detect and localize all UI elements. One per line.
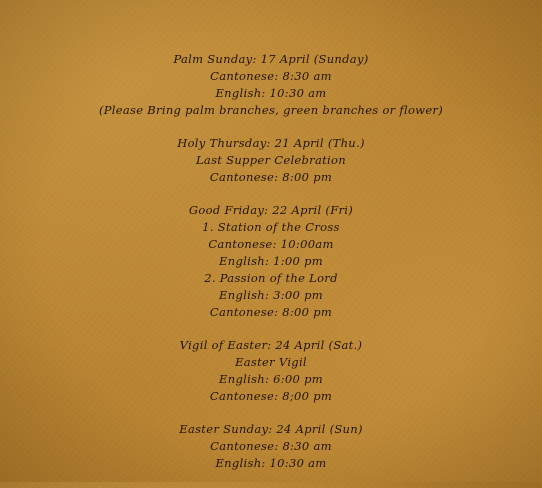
- easter-sunday-section: [0, 421, 542, 472]
- palm-sunday-heading: Palm Sunday: 17 April (Sunday): [173, 52, 369, 66]
- good-friday-station-english-time: English: 1:00 pm: [219, 254, 323, 268]
- easter-vigil-cantonese-time: Cantonese: 8;00 pm: [209, 389, 333, 403]
- easter-vigil-english-time: English: 6:00 pm: [219, 372, 323, 386]
- good-friday-passion-cantonese-time: Cantonese: 8:00 pm: [209, 305, 333, 319]
- holy-thursday-cantonese-time: Cantonese: 8:00 pm: [209, 170, 333, 184]
- palm-sunday-section: [0, 51, 542, 119]
- holy-week-schedule: [0, 51, 542, 488]
- good-friday-heading: Good Friday: 22 April (Fri): [188, 203, 354, 217]
- easter-sunday-cantonese-time: Cantonese: 8:30 am: [210, 439, 332, 453]
- easter-vigil-heading: Vigil of Easter: 24 April (Sat.): [179, 338, 363, 352]
- easter-sunday-english-time: English: 10:30 am: [215, 456, 327, 470]
- good-friday-station-cantonese-time: Cantonese: 10:00am: [208, 237, 334, 251]
- easter-vigil-section: [0, 337, 542, 405]
- good-friday-station-of-cross: 1. Station of the Cross: [202, 220, 340, 234]
- easter-sunday-heading: Easter Sunday: 24 April (Sun): [179, 422, 363, 436]
- holy-thursday-heading: Holy Thursday: 21 April (Thu.): [177, 136, 365, 150]
- holy-thursday-service: Last Supper Celebration: [196, 153, 346, 167]
- palm-sunday-english-time: English: 10:30 am: [215, 86, 327, 100]
- good-friday-section: [0, 202, 542, 321]
- good-friday-passion: 2. Passion of the Lord: [204, 271, 338, 285]
- easter-vigil-service: Easter Vigil: [235, 355, 307, 369]
- holy-thursday-section: [0, 135, 542, 186]
- palm-sunday-cantonese-time: Cantonese: 8:30 am: [210, 69, 332, 83]
- good-friday-passion-english-time: English: 3:00 pm: [219, 288, 323, 302]
- palm-sunday-note: (Please Bring palm branches, green branches or flower): [98, 103, 444, 117]
